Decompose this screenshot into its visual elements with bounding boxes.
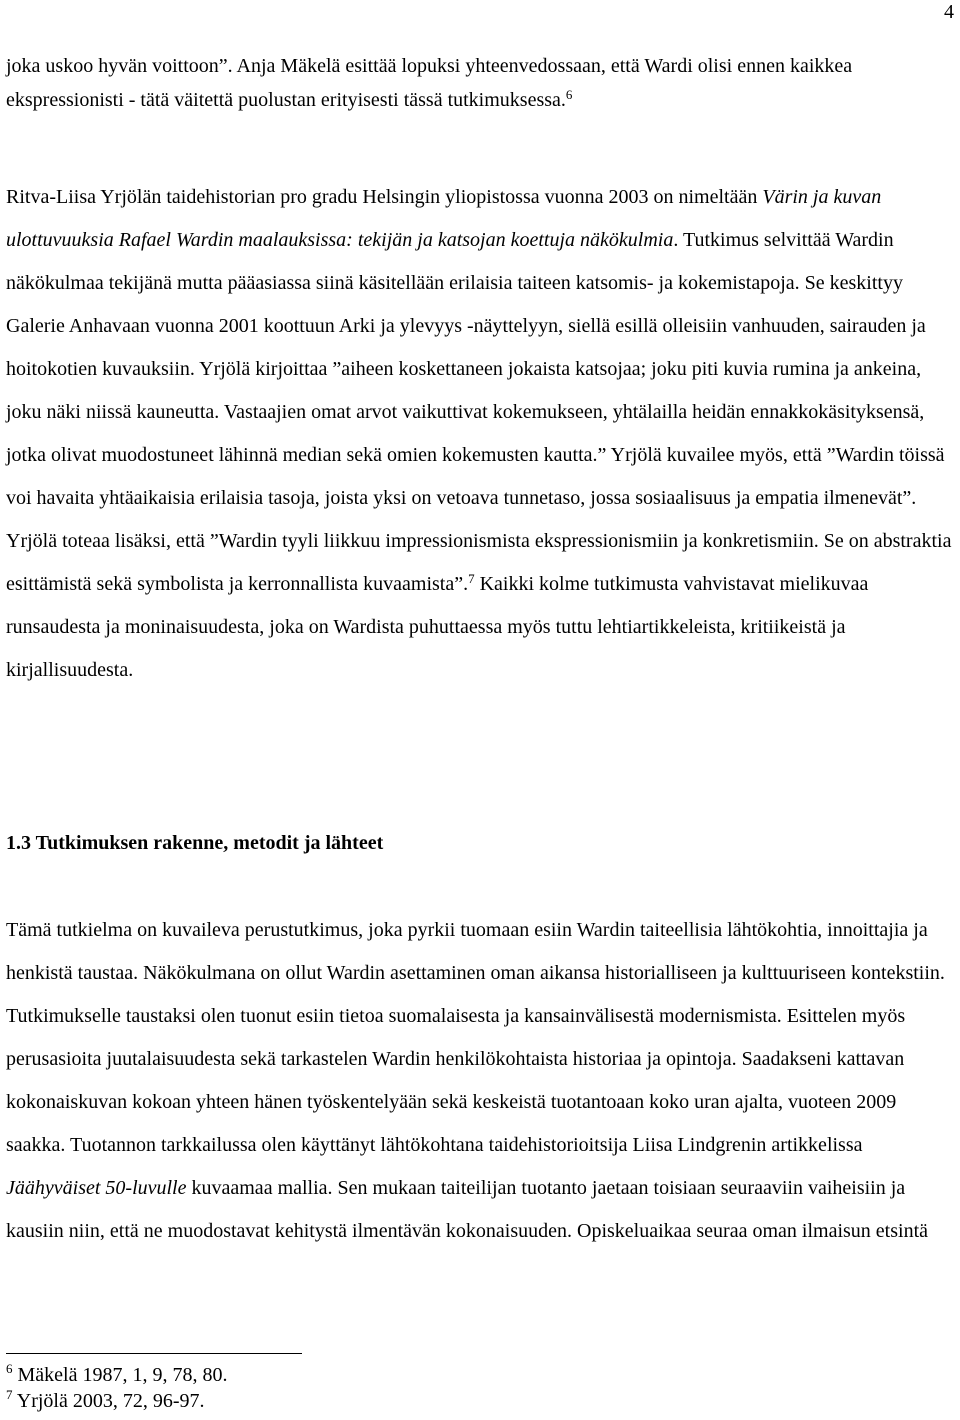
paragraph-3-before-italic: Tämä tutkielma on kuvaileva perustutkimus, joka pyrkii tuomaan esiin Wardin taiteellisia lähtökohtia, innoittajia ja henkistä taustaa. Näkökulmana on ollut Wardin asettaminen oman aikansa historialliseen ja kulttuuriseen kontekstiin. Tutkimukselle taustaksi olen tuonut esiin tietoa suomalaisesta ja kansainvälisestä modernismista. Esittelen myös perusasioita juutalaisuudesta sekä tarkastelen Wardin henkilökohtaista historiaa ja opintoja. Saadakseni kattavan kokonaiskuvan kokoan yhteen hänen työskentelyään sekä keskeistä tuotantoaan koko uran ajalta, vuoteen 2009 saakka. Tuotannon tarkkailussa olen käyttänyt lähtökohtana taidehistorioitsija Liisa Lindgrenin artikkelissa xyxy=(6,919,945,1156)
footnote-ref-6: 6 xyxy=(565,87,573,102)
footnote-number: 6 xyxy=(6,1361,13,1376)
thesis-title: Värin ja kuvan ulottuvuuksia Rafael Wardin maalauksissa: tekijän ja katsojan koettuja näkökulmia xyxy=(6,186,882,251)
footnote-number: 7 xyxy=(6,1387,13,1402)
footnotes xyxy=(6,1362,227,1414)
paragraph-2-tail: Kaikki kolme tutkimusta vahvistavat mielikuvaa runsaudesta ja moninaisuudesta, joka on Wardista puhuttaessa myös tuttu lehtiartikkeleista, kritiikeistä ja kirjallisuudesta. xyxy=(6,573,869,681)
footnote-ref-7: 7 xyxy=(468,571,475,586)
page-number: 4 xyxy=(944,1,954,23)
article-title: Jäähyväiset 50-luvulle xyxy=(6,1177,187,1199)
paragraph-1-text: joka uskoo hyvän voittoon”. Anja Mäkelä esittää lopuksi yhteenvedossaan, että Wardi olisi ennen kaikkea ekspressionisti - tätä väitettä puolustan erityisesti tässä tutkimuksessa. xyxy=(6,55,853,111)
paragraph-1 xyxy=(6,49,954,117)
footnote-7 xyxy=(6,1388,227,1414)
section-heading: 1.3 Tutkimuksen rakenne, metodit ja lähteet xyxy=(6,832,384,854)
footnote-text: Yrjölä 2003, 72, 96-97. xyxy=(12,1390,205,1412)
paragraph-3-after-italic: kuvaamaa mallia. Sen mukaan taiteilijan tuotanto jaetaan toisiaan seuraaviin vaiheisiin ja kausiin niin, että ne muodostavat kehitystä ilmentävän kokonaisuuden. Opiskeluaikaa seuraa oman ilmaisun etsintä xyxy=(6,1177,929,1242)
footnote-text: Mäkelä 1987, 1, 9, 78, 80. xyxy=(12,1364,228,1386)
footnote-6 xyxy=(6,1362,227,1388)
paragraph-2-intro: Ritva-Liisa Yrjölän taidehistorian pro gradu Helsingin yliopistossa vuonna 2003 on nimeltään xyxy=(6,186,763,208)
footnote-divider xyxy=(6,1353,302,1354)
paragraph-2-body: . Tutkimus selvittää Wardin näkökulmaa tekijänä mutta pääasiassa siinä käsitellään erilaisia taiteen katsomis- ja kokemistapoja. Se keskittyy Galerie Anhavaan vuonna 2001 koottuun Arki ja ylevyys -näyttelyyn, siellä esillä olleisiin vanhuuden, sairauden ja hoitokotien kuvauksiin. Yrjölä kirjoittaa ”aiheen koskettaneen jokaista katsojaa; joku piti kuvia rumina ja ankeina, joku näki niissä kauneutta. Vastaajien omat arvot vaikuttivat kokemukseen, yhtälailla heidän ennakkokäsityksensä, jotka olivat muodostuneet lähinnä median sekä omien kokemusten kautta.” Yrjölä kuvailee myös, että ”Wardin töissä voi havaita yhtäaikaisia erilaisia tasoja, joista yksi on vetoava tunnetaso, jossa sosiaalisuus ja empatia ilmenevät”. Yrjölä toteaa lisäksi, että ”Wardin tyyli liikkuu impressionismista ekspressionismiin ja konkretismiin. Se on abstraktia esittämistä sekä symbolista ja kerronnallista kuvaamista”. xyxy=(6,229,952,595)
paragraph-2 xyxy=(6,176,954,692)
paragraph-3 xyxy=(6,909,954,1253)
